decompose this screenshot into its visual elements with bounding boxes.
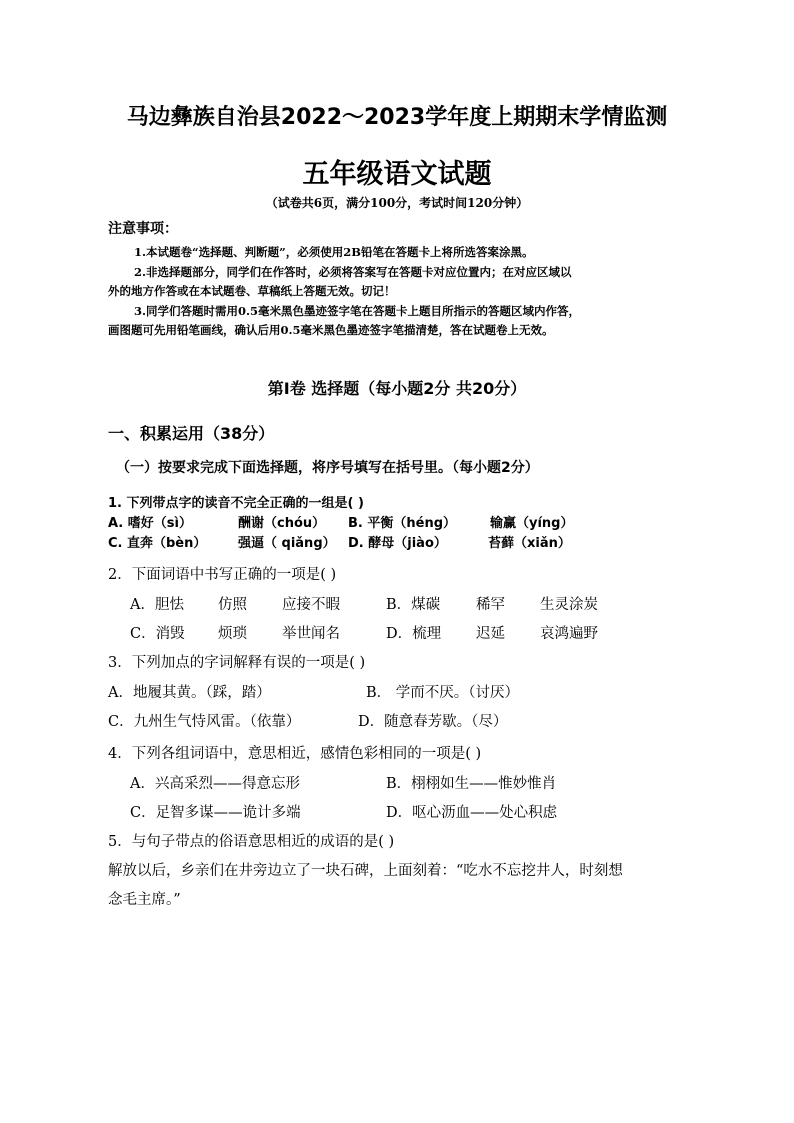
q3-stem: 3．下列加点的字词解释有误的一项是( ) <box>108 655 366 671</box>
q2-option-c-2: 烦琐 <box>218 626 247 642</box>
q3-option-b: B． 学而不厌。（讨厌） <box>366 685 520 701</box>
q1-stem: 1. 下列带点字的读音不完全正确的一组是( ) <box>108 496 364 511</box>
q5-stem: 5．与句子带点的俗语意思相近的成语的是( ) <box>108 834 395 850</box>
q4-stem: 4．下列各组词语中，意思相近，感情色彩相同的一项是( ) <box>108 746 482 762</box>
q2-option-c-3: 举世闻名 <box>282 626 340 642</box>
q1-option-a2: 酬谢（chóu） <box>238 516 326 531</box>
q1-option-b1: B. 平衡（héng） <box>348 516 457 531</box>
notice-item-3-line-1: 3.同学们答题时需用0.5毫米黑色墨迹签字笔在答题卡上题目所指示的答题区域内作答， <box>134 304 581 318</box>
q2-option-c-1: C．消毁 <box>130 626 185 642</box>
q4-option-b: B．栩栩如生——惟妙惟肖 <box>386 776 557 792</box>
q4-option-d: D．呕心沥血——处心积虑 <box>386 805 558 821</box>
q2-option-a-3: 应接不暇 <box>282 597 340 613</box>
q2-option-b-2: 稀罕 <box>476 597 505 613</box>
q5-passage-line-2: 念毛主席。” <box>108 892 181 908</box>
notice-item-3-line-2: 画图题可先用铅笔画线，确认后用0.5毫米黑色墨迹签字笔描清楚，答在试题卷上无效。 <box>108 323 554 337</box>
q1-option-d2: 苔藓（xiǎn） <box>488 536 571 551</box>
q4-option-a: A．兴高采烈——得意忘形 <box>130 776 300 792</box>
q3-option-c: C．九州生气恃风雷。（依靠） <box>108 714 301 730</box>
notice-heading: 注意事项： <box>108 221 178 237</box>
q1-option-b2: 输赢（yíng） <box>490 516 574 531</box>
q2-option-a-1: A．胆怯 <box>130 597 184 613</box>
q4-option-c: C．足智多谋——诡计多端 <box>130 805 301 821</box>
q1-option-c1: C. 直奔（bèn） <box>108 536 207 551</box>
q2-stem: 2．下面词语中书写正确的一项是( ) <box>108 567 337 583</box>
part1-heading: 第Ⅰ卷 选择题（每小题2分 共20分） <box>267 379 527 398</box>
q2-option-b-3: 生灵涂炭 <box>540 597 598 613</box>
q3-option-a: A．地履其黄。（踩，踏） <box>108 685 271 701</box>
exam-subtitle: 五年级语文试题 <box>302 159 492 190</box>
q3-option-d: D．随意春芳歇。（尽） <box>358 714 508 730</box>
notice-item-2-line-2: 外的地方作答或在本试题卷、草稿纸上答题无效。切记！ <box>108 284 396 298</box>
q1-option-c2: 强逼（ qiǎng） <box>238 536 336 551</box>
q1-option-a1: A. 嗜好（sì） <box>108 516 192 531</box>
notice-item-2-line-1: 2.非选择题部分，同学们在作答时，必须将答案写在答题卡对应位置内；在对应区域以 <box>134 265 572 279</box>
q2-option-d-1: D．梳理 <box>386 626 442 642</box>
exam-title: 马边彝族自治县2022～2023学年度上期期末学情监测 <box>126 105 668 130</box>
exam-meta: （试卷共6页，满分100分，考试时间120分钟） <box>265 196 529 210</box>
q2-option-d-2: 迟延 <box>476 626 505 642</box>
q1-option-d1: D. 酵母（jiào） <box>348 536 447 551</box>
q5-passage-line-1: 解放以后，乡亲们在井旁边立了一块石碑，上面刻着：“吃水不忘挖井人，时刻想 <box>108 863 623 879</box>
subsection1-heading: （一）按要求完成下面选择题，将序号填写在括号里。（每小题2分） <box>116 460 539 476</box>
q2-option-d-3: 哀鸿遍野 <box>540 626 598 642</box>
notice-item-1: 1.本试题卷“选择题、判断题”，必须使用2B铅笔在答题卡上将所选答案涂黑。 <box>134 245 534 259</box>
q2-option-b-1: B．煤碳 <box>386 597 441 613</box>
section1-heading: 一、积累运用（38分） <box>108 424 275 443</box>
q2-option-a-2: 仿照 <box>218 597 247 613</box>
